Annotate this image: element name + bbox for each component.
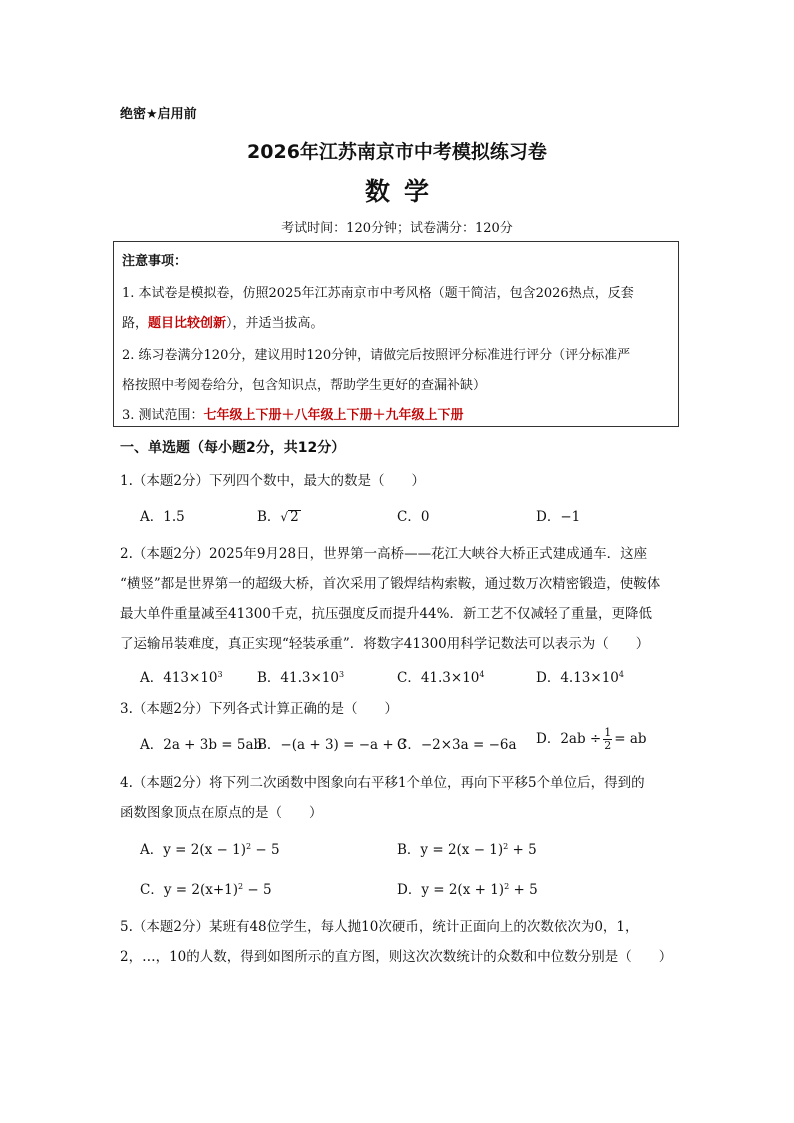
question-3-stem: 3.（本题2分）下列各式计算正确的是（ ）: [120, 701, 398, 717]
notice-item-1-line-1: 1. 本试卷是模拟卷，仿照2025年江苏南京市中考风格（题干简洁，包含2026热点，反套: [122, 286, 634, 301]
notice-item-2-line-2: 格按照中考阅卷给分，包含知识点，帮助学生更好的查漏补缺）: [122, 378, 487, 393]
notice-item-1-line-2: 路，题目比较创新），并适当拔高。: [122, 316, 324, 331]
question-2-option-a: A．$413\times 10^3$: [140, 670, 223, 686]
test-scope: 七年级上下册＋八年级上下册＋九年级上下册: [203, 408, 464, 423]
question-2-line-4: 了运输吊装难度，真正实现“轻装承重”．将数字41300用科学记数法可以表示为（ ）: [120, 636, 650, 652]
question-4-option-b: B．$y = 2(x - 1)^2 + 5$: [397, 842, 537, 858]
notice-item-2-line-1: 2. 练习卷满分120分，建议用时120分钟，请做完后按照评分标准进行评分（评分标准严: [122, 348, 631, 363]
notice-highlight: 题目比较创新: [148, 316, 227, 331]
question-2-option-d: D．$4.13\times 10^4$: [536, 670, 624, 686]
question-2-line-3: 最大单件重量减至41300千克，抗压强度反而提升44%．新工艺不仅减轻了重量，更降低: [120, 606, 652, 622]
question-2-option-c: C．$41.3\times 10^4$: [397, 670, 485, 686]
question-2-option-b: B．$41.3\times 10^3$: [257, 670, 345, 686]
section-heading: 一、单选题（每小题2分，共12分）: [120, 440, 346, 456]
question-1-option-c: C．0: [397, 509, 430, 525]
question-4-option-c: C．$y = 2(x+1)^2 - 5$: [140, 882, 272, 898]
exam-title: 2026年江苏南京市中考模拟练习卷: [247, 141, 547, 163]
question-1-option-a: A．1.5: [140, 509, 185, 525]
question-2-line-2: “横竖”都是世界第一的超级大桥，首次采用了锻焊结构索鞍，通过数万次精密锻造，使鞍体: [120, 576, 661, 592]
exam-subject: 数学: [364, 177, 443, 206]
question-4-line-1: 4.（本题2分）将下列二次函数中图象向右平移1个单位，再向下平移5个单位后，得到的: [120, 775, 645, 791]
question-3-option-b: B．−(a + 3) = −a + 3: [257, 737, 407, 753]
question-1-option-b: B．√ 2: [257, 509, 299, 525]
fraction: $\frac{1}{2}$: [604, 726, 612, 752]
secret-mark: 绝密★启用前: [120, 107, 197, 122]
notice-item-3: 3. 测试范围：七年级上下册＋八年级上下册＋九年级上下册: [122, 408, 464, 423]
notice-box: [113, 241, 679, 427]
exam-info: 考试时间：120分钟；试卷满分：120分: [281, 221, 513, 236]
question-3-option-a: A．2a + 3b = 5ab: [140, 737, 263, 753]
question-3-option-c: C．−2×3a = −6a: [397, 737, 517, 753]
question-4-option-a: A．$y = 2(x - 1)^2 - 5$: [140, 842, 280, 858]
question-5-line-1: 5.（本题2分）某班有48位学生，每人抛10次硬币，统计正面向上的次数依次为0，1，: [120, 919, 639, 935]
question-4-line-2: 函数图象顶点在原点的是（ ）: [120, 805, 323, 821]
question-1-option-d: D．−1: [536, 509, 581, 525]
question-5-line-2: 2，…，10的人数，得到如图所示的直方图，则这次次数统计的众数和中位数分别是（ ）: [120, 949, 673, 965]
question-3-option-d: D．2ab ÷ $\frac{1}{2}$ = ab: [536, 726, 647, 752]
question-4-option-d: D．$y = 2(x + 1)^2 + 5$: [397, 882, 538, 898]
notice-heading: 注意事项：: [122, 254, 188, 269]
question-2-line-1: 2.（本题2分）2025年9月28日，世界第一高桥——花江大峡谷大桥正式建成通车．这座: [120, 546, 648, 562]
question-1-stem: 1.（本题2分）下列四个数中，最大的数是（ ）: [120, 473, 425, 489]
